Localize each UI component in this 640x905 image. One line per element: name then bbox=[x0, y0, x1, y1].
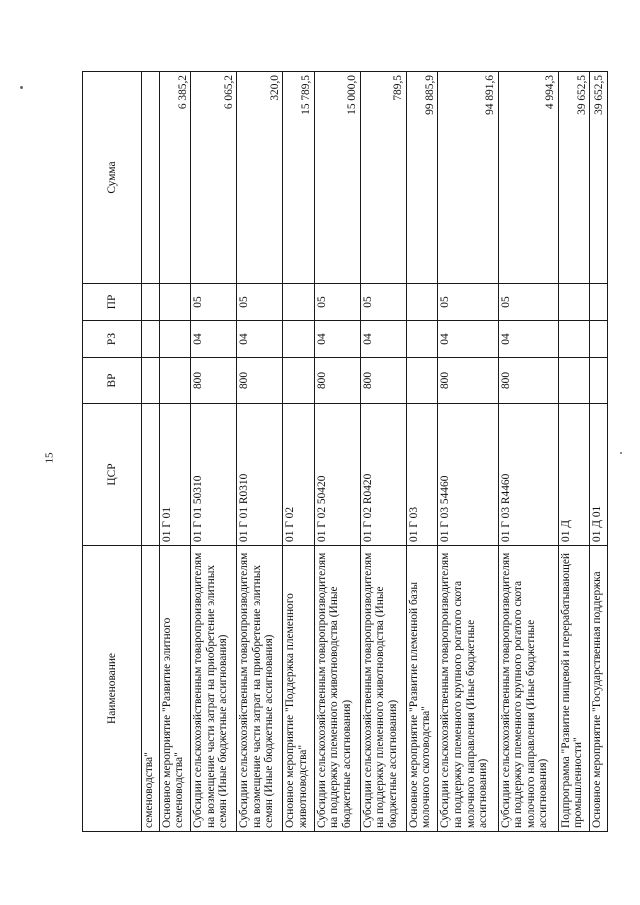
cell-pr: 05 bbox=[314, 284, 360, 321]
header-rz: РЗ bbox=[83, 321, 142, 358]
cell-pr bbox=[159, 284, 191, 321]
cell-rz bbox=[590, 321, 608, 358]
cell-rz bbox=[159, 321, 191, 358]
budget-table bbox=[82, 71, 608, 832]
cell-name: Основное мероприятие "Поддержка племенного животноводства" bbox=[283, 546, 315, 832]
table-row bbox=[360, 72, 406, 832]
cell-sum: 4 994,3 bbox=[498, 72, 558, 284]
header-name: Наименование bbox=[83, 546, 142, 832]
cell-vr bbox=[283, 358, 315, 404]
table-row bbox=[159, 72, 191, 832]
cell-vr: 800 bbox=[360, 358, 406, 404]
page-number: 15 bbox=[43, 452, 56, 464]
cell-vr: 800 bbox=[498, 358, 558, 404]
cell-sum: 39 652,5 bbox=[558, 72, 590, 284]
table-row bbox=[237, 72, 283, 832]
cell-sum: 320,0 bbox=[237, 72, 283, 284]
table-row bbox=[558, 72, 590, 832]
cell-name: Субсидии сельскохозяйственным товаропроизводителям на поддержку племенного крупного рогатого скота молочного направления (Иные бюджетные ассигнования) bbox=[438, 546, 498, 832]
cell-pr bbox=[590, 284, 608, 321]
cell-vr bbox=[159, 358, 191, 404]
cell-pr: 05 bbox=[360, 284, 406, 321]
table-row bbox=[314, 72, 360, 832]
cell-sum: 6 385,2 bbox=[159, 72, 191, 284]
cell-name: Субсидии сельскохозяйственным товаропроизводителям на возмещение части затрат на приобретение элитных семян (Иные бюджетные ассигнования) bbox=[191, 546, 237, 832]
cell-rz bbox=[406, 321, 438, 358]
cell-pr: 05 bbox=[498, 284, 558, 321]
cell-csr: 01 Д 01 bbox=[590, 404, 608, 546]
cell-rz: 04 bbox=[498, 321, 558, 358]
cell-csr: 01 Г 01 bbox=[159, 404, 191, 546]
cell-csr: 01 Г 03 54460 bbox=[438, 404, 498, 546]
table-row bbox=[283, 72, 315, 832]
cell-rz: 04 bbox=[237, 321, 283, 358]
cell-sum: 99 885,9 bbox=[406, 72, 438, 284]
cell-sum: 6 065,2 bbox=[191, 72, 237, 284]
cell-sum: 94 891,6 bbox=[438, 72, 498, 284]
cell-csr: 01 Г 01 50310 bbox=[191, 404, 237, 546]
cell-rz bbox=[283, 321, 315, 358]
cell-csr: 01 Г 03 R4460 bbox=[498, 404, 558, 546]
cell-sum bbox=[142, 72, 160, 284]
scan-speck bbox=[20, 86, 23, 89]
table-row bbox=[590, 72, 608, 832]
table-row bbox=[406, 72, 438, 832]
header-vr: ВР bbox=[83, 358, 142, 404]
cell-sum: 39 652,5 bbox=[590, 72, 608, 284]
cell-vr: 800 bbox=[237, 358, 283, 404]
cell-pr: 05 bbox=[191, 284, 237, 321]
cell-name: Подпрограмма "Развитие пищевой и перерабатывающей промышленности" bbox=[558, 546, 590, 832]
cell-vr: 800 bbox=[438, 358, 498, 404]
table-header-row bbox=[83, 72, 142, 832]
cell-vr: 800 bbox=[191, 358, 237, 404]
cell-vr bbox=[590, 358, 608, 404]
cell-csr bbox=[142, 404, 160, 546]
cell-sum: 15 789,5 bbox=[283, 72, 315, 284]
cell-rz: 04 bbox=[438, 321, 498, 358]
cell-name: Субсидии сельскохозяйственным товаропроизводителям на возмещение части затрат на приобретение элитных семян (Иные бюджетные ассигнования) bbox=[237, 546, 283, 832]
header-pr: ПР bbox=[83, 284, 142, 321]
cell-pr: 05 bbox=[237, 284, 283, 321]
cell-rz bbox=[558, 321, 590, 358]
cell-csr: 01 Г 02 bbox=[283, 404, 315, 546]
cell-csr: 01 Г 02 50420 bbox=[314, 404, 360, 546]
cell-rz: 04 bbox=[191, 321, 237, 358]
table-body bbox=[142, 72, 608, 832]
cell-name: Основное мероприятие "Развитие племенной базы молочного скотоводства" bbox=[406, 546, 438, 832]
table-row bbox=[438, 72, 498, 832]
table-row bbox=[142, 72, 160, 832]
cell-csr: 01 Д bbox=[558, 404, 590, 546]
cell-pr: 05 bbox=[438, 284, 498, 321]
cell-pr bbox=[558, 284, 590, 321]
table-row bbox=[498, 72, 558, 832]
budget-table-rotated bbox=[82, 72, 608, 832]
cell-name: семеноводства" bbox=[142, 546, 160, 832]
cell-name: Субсидии сельскохозяйственным товаропроизводителям на поддержку племенного животноводства (Иные бюджетные ассигнования) bbox=[314, 546, 360, 832]
cell-pr bbox=[406, 284, 438, 321]
cell-rz: 04 bbox=[360, 321, 406, 358]
cell-pr bbox=[142, 284, 160, 321]
scan-speck bbox=[620, 452, 622, 454]
cell-rz bbox=[142, 321, 160, 358]
cell-sum: 15 000,0 bbox=[314, 72, 360, 284]
cell-csr: 01 Г 02 R0420 bbox=[360, 404, 406, 546]
header-csr: ЦСР bbox=[83, 404, 142, 546]
cell-name: Субсидии сельскохозяйственным товаропроизводителям на поддержку племенного крупного рогатого скота молочного направления (Иные бюджетные ассигнования) bbox=[498, 546, 558, 832]
cell-sum: 789,5 bbox=[360, 72, 406, 284]
cell-vr: 800 bbox=[314, 358, 360, 404]
cell-name: Основное мероприятие "Государственная поддержка bbox=[590, 546, 608, 832]
cell-vr bbox=[406, 358, 438, 404]
cell-rz: 04 bbox=[314, 321, 360, 358]
cell-name: Основное мероприятие "Развитие элитного семеноводства" bbox=[159, 546, 191, 832]
cell-vr bbox=[558, 358, 590, 404]
cell-vr bbox=[142, 358, 160, 404]
cell-pr bbox=[283, 284, 315, 321]
cell-csr: 01 Г 03 bbox=[406, 404, 438, 546]
table-row bbox=[191, 72, 237, 832]
header-sum: Сумма bbox=[83, 72, 142, 284]
cell-name: Субсидии сельскохозяйственным товаропроизводителям на поддержку племенного животноводства (Иные бюджетные ассигнования) bbox=[360, 546, 406, 832]
cell-csr: 01 Г 01 R0310 bbox=[237, 404, 283, 546]
